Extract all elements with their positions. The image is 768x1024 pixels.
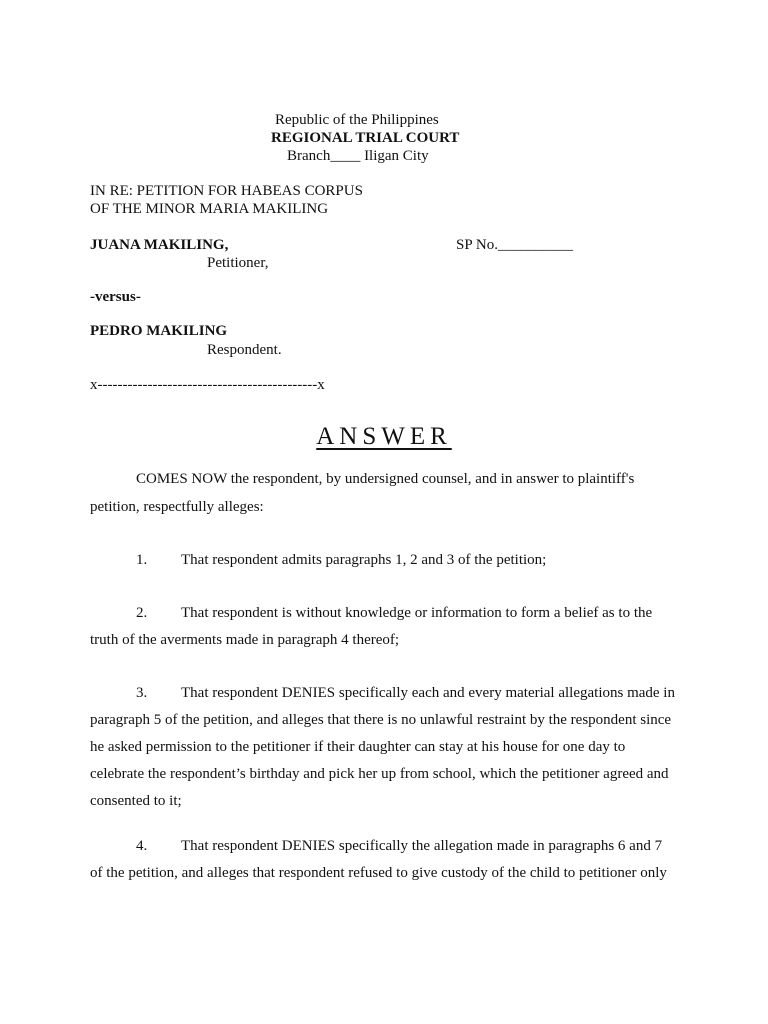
court-name: REGIONAL TRIAL COURT bbox=[271, 130, 460, 146]
paragraph-number: 1. bbox=[136, 552, 148, 568]
paragraph-line: celebrate the respondent’s birthday and pick her up from school, which the petitioner agreed and bbox=[90, 766, 669, 782]
republic-line: Republic of the Philippines bbox=[275, 112, 439, 128]
respondent-name: PEDRO MAKILING bbox=[90, 323, 228, 339]
paragraph-line: he asked permission to the petitioner if their daughter can stay at his house for one day to bbox=[90, 739, 626, 755]
paragraph-line: That respondent DENIES specifically the allegation made in paragraphs 6 and 7 bbox=[181, 838, 663, 854]
caption-separator: x--------------------------------------------x bbox=[90, 377, 325, 393]
paragraph-number: 3. bbox=[136, 685, 148, 701]
paragraph-line: That respondent is without knowledge or information to form a belief as to the bbox=[181, 605, 653, 621]
petitioner-name: JUANA MAKILING, bbox=[90, 237, 229, 253]
paragraph-line: That respondent DENIES specifically each and every material allegations made in bbox=[181, 685, 675, 701]
petitioner-role: Petitioner, bbox=[207, 255, 269, 271]
paragraph-line: That respondent admits paragraphs 1, 2 and 3 of the petition; bbox=[181, 552, 547, 568]
paragraph-line: truth of the averments made in paragraph 4 thereof; bbox=[90, 632, 400, 648]
intro-line-2: petition, respectfully alleges: bbox=[90, 499, 264, 515]
in-re-line-1: IN RE: PETITION FOR HABEAS CORPUS bbox=[90, 183, 363, 199]
paragraph-line: of the petition, and alleges that respondent refused to give custody of the child to petitioner only bbox=[90, 865, 667, 881]
sp-number: SP No.__________ bbox=[456, 237, 573, 253]
document-title: ANSWER bbox=[316, 423, 452, 450]
intro-line-1: COMES NOW the respondent, by undersigned counsel, and in answer to plaintiff's bbox=[136, 471, 635, 487]
paragraph-number: 2. bbox=[136, 605, 148, 621]
paragraph-line: consented to it; bbox=[90, 793, 182, 809]
versus-label: -versus- bbox=[90, 289, 141, 305]
branch-line: Branch____ Iligan City bbox=[287, 148, 429, 164]
respondent-role: Respondent. bbox=[207, 342, 282, 358]
paragraph-line: paragraph 5 of the petition, and alleges that there is no unlawful restraint by the respondent since bbox=[90, 712, 672, 728]
in-re-line-2: OF THE MINOR MARIA MAKILING bbox=[90, 201, 329, 217]
paragraph-number: 4. bbox=[136, 838, 148, 854]
